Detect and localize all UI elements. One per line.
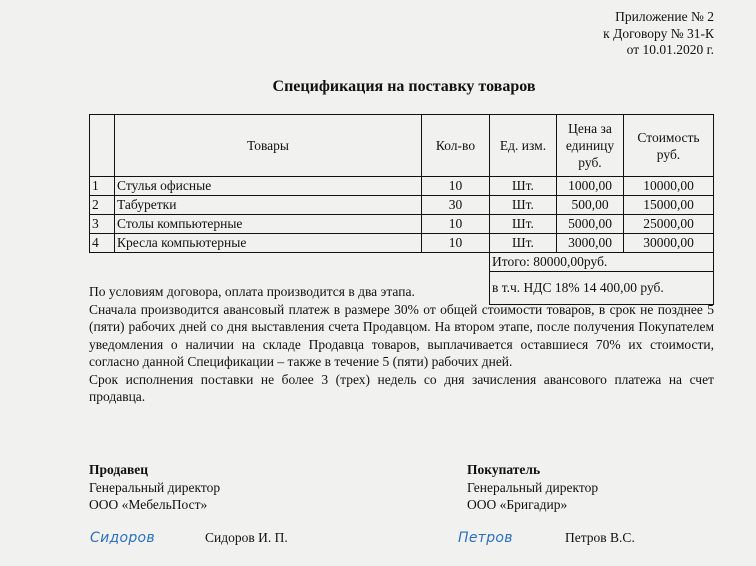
total-value: Итого: 80000,00руб. [490,253,714,272]
row-qty: 30 [422,196,490,215]
row-price: 5000,00 [557,215,624,234]
attachment-line-1: Приложение № 2 [615,9,714,24]
attachment-line-2: к Договору № 31-К [603,25,714,41]
terms-paragraph-3: Срок исполнения поставки не более 3 (трех) недель со дня зачисления авансового платежа на счет продавца. [89,371,714,404]
header-unit: Ед. изм. [490,115,557,177]
row-price: 1000,00 [557,177,624,196]
document-title: Спецификация на поставку товаров [272,78,536,95]
seller-position: Генеральный директор [89,479,221,495]
row-number: 3 [90,215,115,234]
row-qty: 10 [422,234,490,253]
total-row [90,253,714,272]
seller-company: ООО «МебельПост» [89,497,208,512]
row-cost: 30000,00 [624,234,714,253]
seller-signature: Сидоров [90,530,155,546]
header-cost: Стоимость руб. [624,115,714,177]
table-row [90,196,714,215]
table-row [90,234,714,253]
row-number: 4 [90,234,115,253]
buyer-name: Петров В.С. [565,530,635,545]
row-qty: 10 [422,215,490,234]
row-number: 2 [90,196,115,215]
seller-name: Сидоров И. П. [205,530,288,545]
attachment-note [603,9,714,59]
vat-value: в т.ч. НДС 18% 14 400,00 руб. [490,272,714,305]
row-cost: 10000,00 [624,177,714,196]
attachment-line-3: от 10.01.2020 г. [626,42,714,57]
header-goods: Товары [115,115,422,177]
row-unit: Шт. [490,215,557,234]
row-cost: 15000,00 [624,196,714,215]
buyer-heading: Покупатель [467,462,541,477]
row-name: Кресла компьютерные [115,234,422,253]
header-qty: Кол-во [422,115,490,177]
row-qty: 10 [422,177,490,196]
row-price: 3000,00 [557,234,624,253]
buyer-signature: Петров [458,530,513,546]
terms-text [89,283,714,406]
table-row [90,177,714,196]
row-name: Стулья офисные [115,177,422,196]
row-name: Столы компьютерные [115,215,422,234]
terms-paragraph-2: Сначала производится авансовый платеж в размере 30% от общей стоимости товаров, в срок не позднее 5 (пяти) рабочих дней со дня выставления счета Продавцом. На втором этапе, после получения Покупателем уведомления о наличии на складе Продавца товаров, выплачивается оставшиеся 70% их стоимости, согласно данной Спецификации – также в течение 5 (пяти) рабочих дней. [89,301,714,369]
header-price: Цена за единицу руб. [557,115,624,177]
row-number: 1 [90,177,115,196]
buyer-block [467,461,598,514]
row-name: Табуретки [115,196,422,215]
specification-table [89,114,714,305]
table-row [90,215,714,234]
header-number [90,115,115,177]
terms-paragraph-1: По условиям договора, оплата производится в два этапа. [89,284,415,299]
row-cost: 25000,00 [624,215,714,234]
buyer-company: ООО «Бригадир» [467,497,568,512]
seller-block [89,461,220,514]
table-header-row [90,115,714,177]
row-unit: Шт. [490,177,557,196]
buyer-position: Генеральный директор [467,479,599,495]
row-unit: Шт. [490,234,557,253]
row-unit: Шт. [490,196,557,215]
row-price: 500,00 [557,196,624,215]
seller-heading: Продавец [89,462,149,477]
